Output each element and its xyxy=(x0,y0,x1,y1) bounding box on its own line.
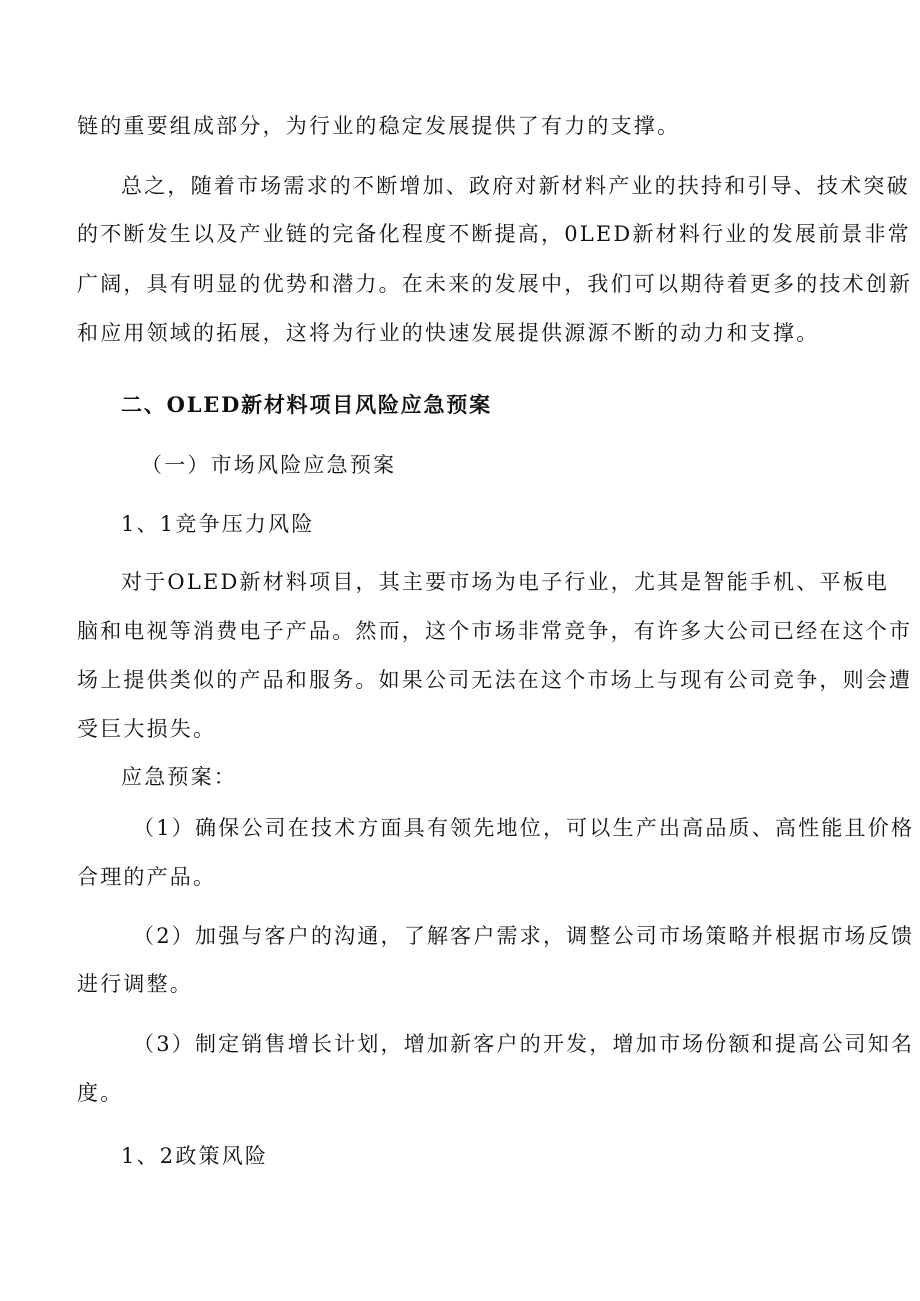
paragraph-line: 总之，随着市场需求的不断增加、政府对新材料产业的扶持和引导、技术突破 xyxy=(121,174,910,198)
item-heading: 1、1竞争压力风险 xyxy=(121,512,315,536)
list-item-line: （1）确保公司在技术方面具有领先地位，可以生产出高品质、高性能且价格 xyxy=(133,816,915,840)
paragraph-line: 脑和电视等消费电子产品。然而，这个市场非常竞争，有许多大公司已经在这个市 xyxy=(77,619,913,643)
paragraph-line: 的不断发生以及产业链的完备化程度不断提高，0LED新材料行业的发展前景非常 xyxy=(77,222,911,246)
list-item-line: 合理的产品。 xyxy=(77,865,217,889)
paragraph-line: 受巨大损失。 xyxy=(77,717,217,741)
paragraph-line: 广阔，具有明显的优势和潜力。在未来的发展中，我们可以期待着更多的技术创新 xyxy=(77,272,913,296)
subsection-heading: （一）市场风险应急预案 xyxy=(141,453,397,477)
list-item-line: （3）制定销售增长计划，增加新客户的开发，增加市场份额和提高公司知名 xyxy=(133,1032,915,1056)
paragraph-line: 场上提供类似的产品和服务。如果公司无法在这个市场上与现有公司竞争，则会遭 xyxy=(77,668,913,692)
section-heading: 二、OLED新材料项目风险应急预案 xyxy=(121,392,492,417)
paragraph-line: 对于OLED新材料项目，其主要市场为电子行业，尤其是智能手机、平板电 xyxy=(121,570,890,594)
list-item-line: 度。 xyxy=(77,1081,124,1105)
paragraph-line: 应急预案： xyxy=(121,765,237,789)
list-item-line: 进行调整。 xyxy=(77,972,193,996)
paragraph-line: 和应用领域的拓展，这将为行业的快速发展提供源源不断的动力和支撑。 xyxy=(77,321,820,345)
item-heading: 1、2政策风险 xyxy=(121,1144,269,1168)
list-item-line: （2）加强与客户的沟通，了解客户需求，调整公司市场策略并根据市场反馈 xyxy=(133,924,915,948)
paragraph-line: 链的重要组成部分，为行业的稳定发展提供了有力的支撑。 xyxy=(77,114,681,138)
